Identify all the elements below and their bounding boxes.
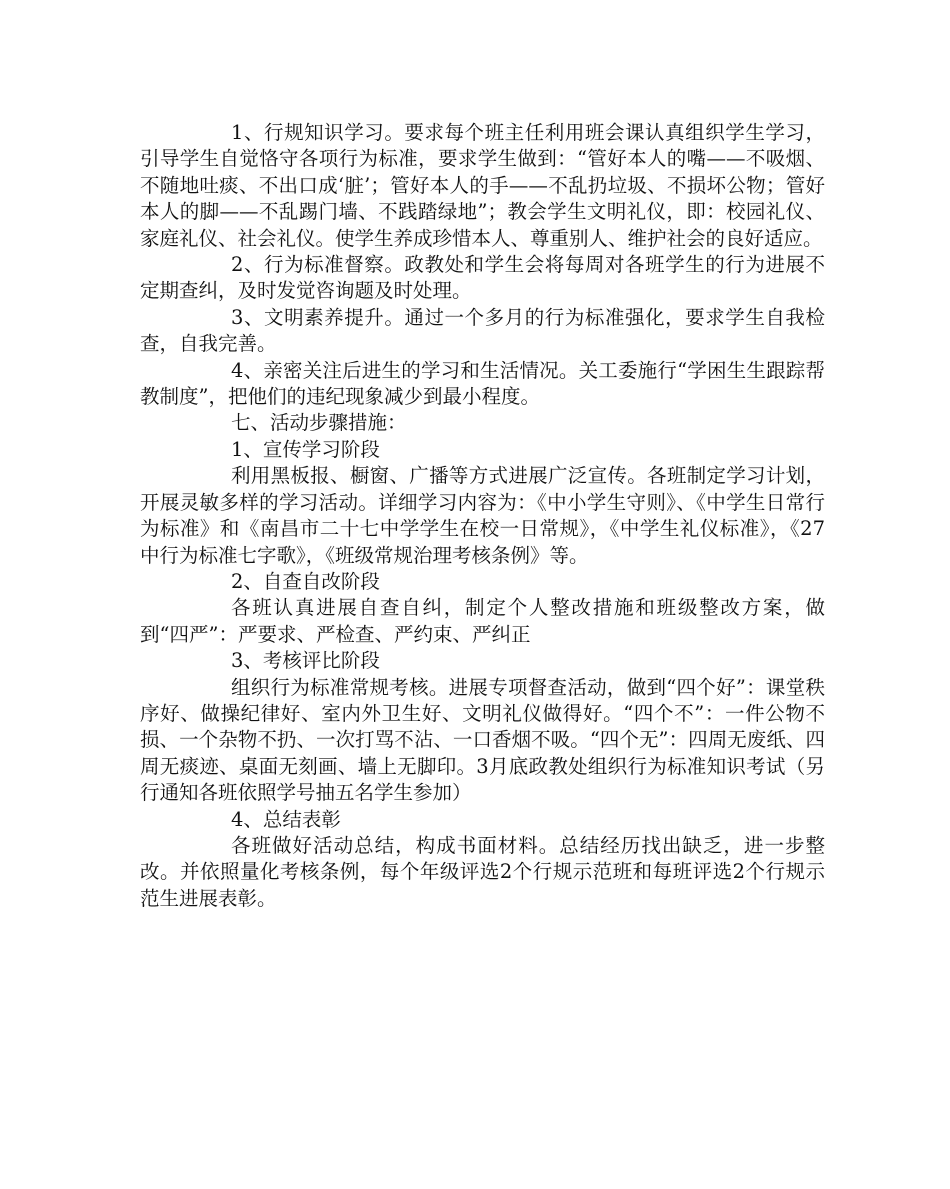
subheading-self-check-stage: 2、自查自改阶段: [231, 569, 380, 593]
paragraph-behavior-knowledge: 1、行规知识学习。要求每个班主任利用班会课认真组织学生学习，引导学生自觉恪守各项行为标准，要求学生做到：“管好本人的嘴——不吸烟、不随地吐痰、不出口成‘脏’；管好本人的手——不乱扔垃圾、不损坏公物；管好本人的脚——不乱踢门墙、不践踏绿地”；教会学生文明礼仪，即：校园礼仪、家庭礼仪、社会礼仪。使学生养成珍惜本人、尊重别人、维护社会的良好适应。: [140, 121, 825, 250]
paragraph-publicity-stage: 利用黑板报、橱窗、广播等方式进展广泛宣传。各班制定学习计划，开展灵敏多样的学习活动。详细学习内容为：《中小学生守则》、《中学生日常行为标准》和《南昌市二十七中学学生在校一日常规》，《中学生礼仪标准》，《27中行为标准七字歌》，《班级常规治理考核条例》等。: [140, 464, 825, 567]
paragraph-summary-stage: 各班做好活动总结，构成书面材料。总结经历找出缺乏，进一步整改。并依照量化考核条例，每个年级评选2个行规示范班和每班评选2个行规示范生进展表彰。: [140, 833, 825, 910]
paragraph-behavior-supervision: 2、行为标准督察。政教处和学生会将每周对各班学生的行为进展不定期查纠，及时发觉咨询题及时处理。: [140, 253, 825, 303]
subheading-assessment-stage: 3、考核评比阶段: [231, 649, 380, 673]
paragraph-civility-improvement: 3、文明素养提升。通过一个多月的行为标准强化，要求学生自我检查，自我完善。: [140, 305, 825, 356]
subheading-publicity-stage: 1、宣传学习阶段: [231, 437, 380, 461]
document-body: [140, 120, 825, 912]
paragraph-assessment-stage: 组织行为标准常规考核。进展专项督查活动，做到“四个好”：课堂秩序好、做操纪律好、室内外卫生好、文明礼仪做得好。“四个不”：一件公物不损、一个杂物不扔、一次打骂不沾、一口香烟不吸。“四个无”：四周无废纸、四周无痰迹、桌面无刻画、墙上无脚印。3月底政教处组织行为标准知识考试（另行通知各班依照学号抽五名学生参加）: [140, 675, 825, 805]
section-heading-activity-steps: 七、活动步骤措施：: [231, 411, 407, 435]
paragraph-underachiever-care: 4、亲密关注后进生的学习和生活情况。关工委施行“学困生生跟踪帮教制度”，把他们的违纪现象减少到最小程度。: [140, 358, 825, 409]
paragraph-self-check-stage: 各班认真进展自查自纠，制定个人整改措施和班级整改方案，做到“四严”：严要求、严检查、严约束、严纠正: [140, 596, 825, 646]
subheading-summary-stage: 4、总结表彰: [231, 807, 341, 831]
